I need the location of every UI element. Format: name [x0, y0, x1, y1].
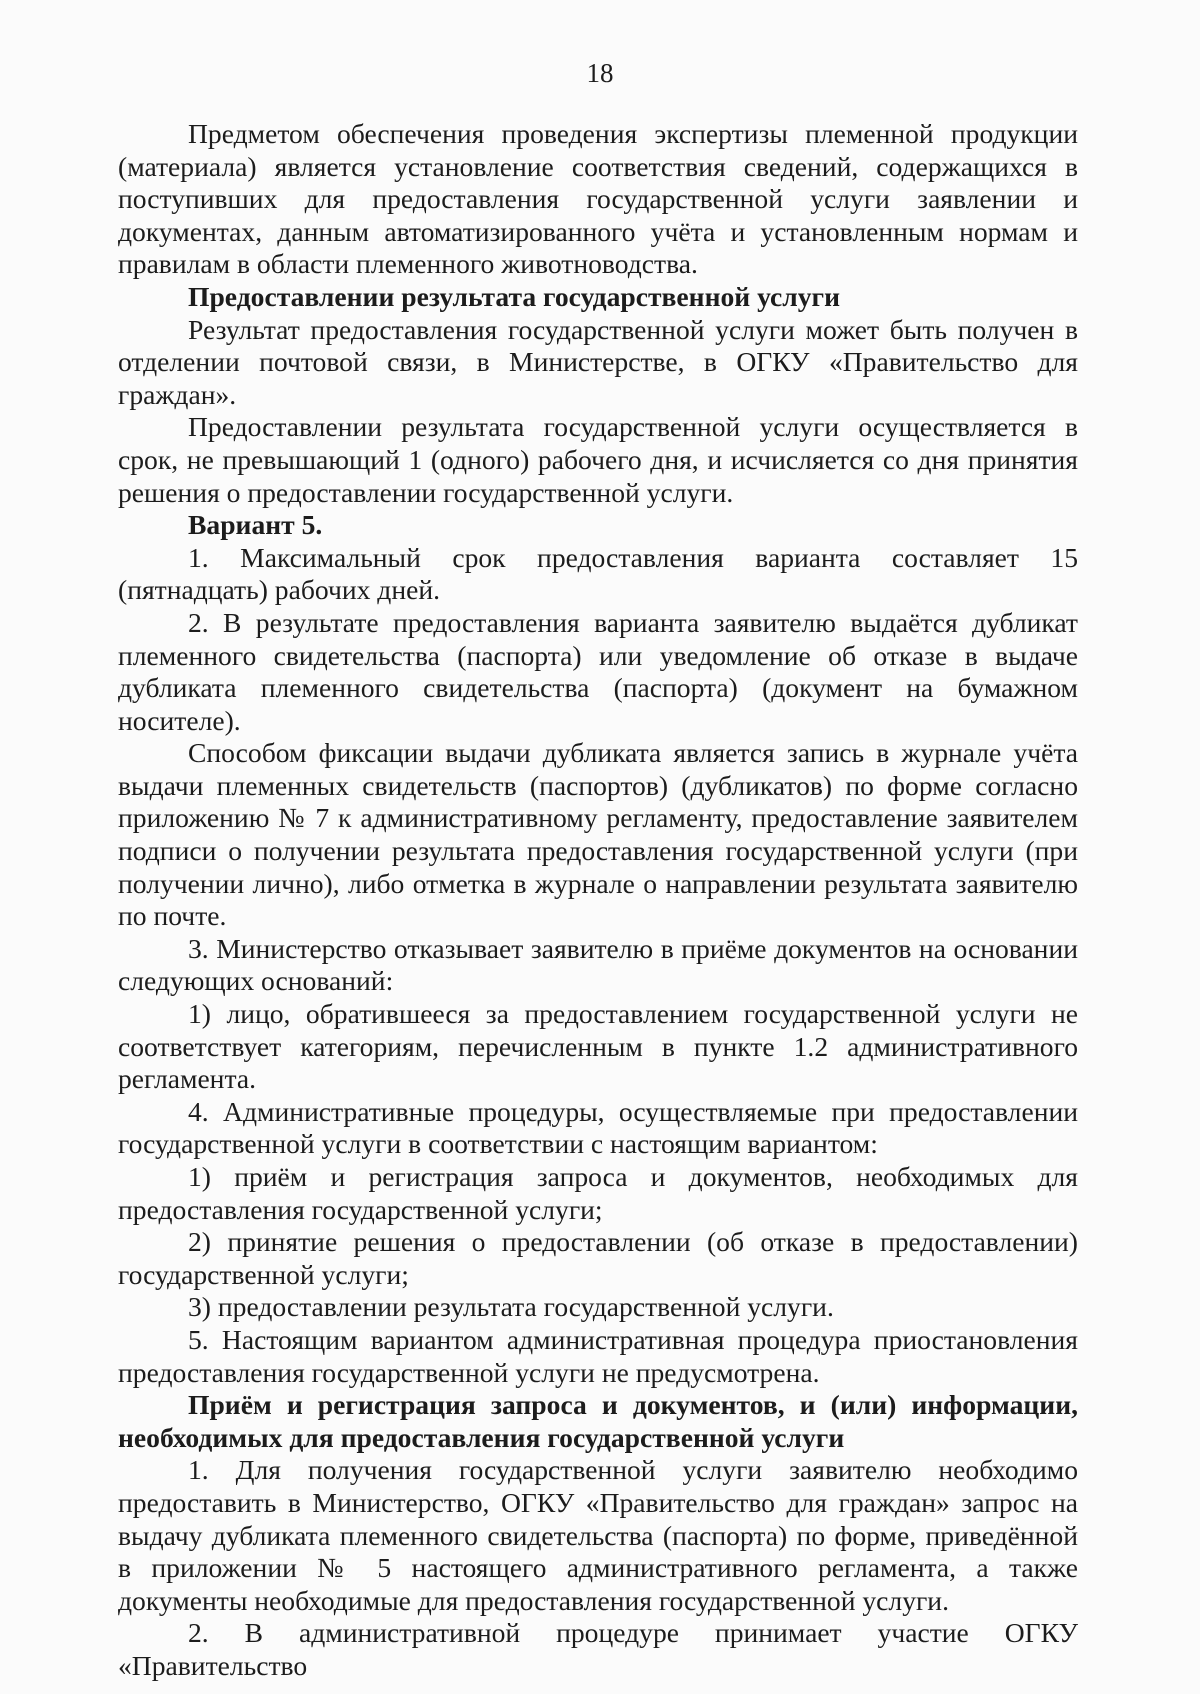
paragraph: 1. Для получения государственной услуги заявителю необходимо предоставить в Министерство, ОГКУ «Правительство для граждан» запрос на выдачу дубликата племенного свидетельства (паспорта) по форме, приведённой в приложении № 5 настоящего административного регламента, а также документы необходимые для предоставления государственной услуги. [118, 1454, 1078, 1616]
paragraph: 1) приём и регистрация запроса и документов, необходимых для предоставления государственной услуги; [118, 1161, 1078, 1225]
paragraph: Предоставлении результата государственной услуги осуществляется в срок, не превышающий 1 (одного) рабочего дня, и исчисляется со дня принятия решения о предоставлении государственной услуги. [118, 411, 1078, 508]
paragraph: 3. Министерство отказывает заявителю в приёме документов на основании следующих оснований: [118, 932, 1078, 997]
paragraph: 3) предоставлении результата государственной услуги. [188, 1291, 834, 1323]
section-heading: Вариант 5. [188, 509, 323, 541]
paragraph: 2. В административной процедуре принимает участие ОГКУ «Правительство [118, 1617, 1078, 1681]
paragraph: Результат предоставления государственной услуги может быть получен в отделении почтовой связи, в Министерстве, в ОГКУ «Правительство для граждан». [118, 313, 1078, 410]
section-heading: Приём и регистрация запроса и документов, и (или) информации, необходимых для предоставления государственной услуги [118, 1389, 1078, 1453]
paragraph: 1. Максимальный срок предоставления варианта составляет 15 (пятнадцать) рабочих дней. [118, 541, 1078, 606]
paragraph: Предметом обеспечения проведения экспертизы племенной продукции (материала) является установление соответствия сведений, содержащихся в поступивших для предоставления государственной услуги заявлении и документах, данным автоматизированного учёта и установленным нормам и правилам в области племенного животноводства. [118, 118, 1078, 280]
page-number: 18 [586, 58, 614, 88]
paragraph: 2) принятие решения о предоставлении (об отказе в предоставлении) государственной услуги; [118, 1226, 1078, 1290]
section-heading: Предоставлении результата государственной услуги [188, 280, 840, 312]
paragraph: 1) лицо, обратившееся за предоставлением государственной услуги не соответствует категориям, перечисленным в пункте 1.2 административного регламента. [118, 998, 1078, 1095]
paragraph: 2. В результате предоставления варианта заявителю выдаётся дубликат племенного свидетельства (паспорта) или уведомление об отказе в выдаче дубликата племенного свидетельства (паспорта) (документ на бумажном носителе). [118, 606, 1078, 736]
paragraph: Способом фиксации выдачи дубликата является запись в журнале учёта выдачи племенных свидетельств (паспортов) (дубликатов) по форме согласно приложению № 7 к административному регламенту, предоставление заявителем подписи о получении результата предоставления государственной услуги (при получении лично), либо отметка в журнале о направлении результата заявителю по почте. [118, 737, 1078, 932]
document-body [118, 118, 1078, 1683]
paragraph: 4. Административные процедуры, осуществляемые при предоставлении государственной услуги в соответствии с настоящим вариантом: [118, 1095, 1078, 1160]
paragraph: 5. Настоящим вариантом административная процедура приостановления предоставления государственной услуги не предусмотрена. [118, 1323, 1078, 1388]
